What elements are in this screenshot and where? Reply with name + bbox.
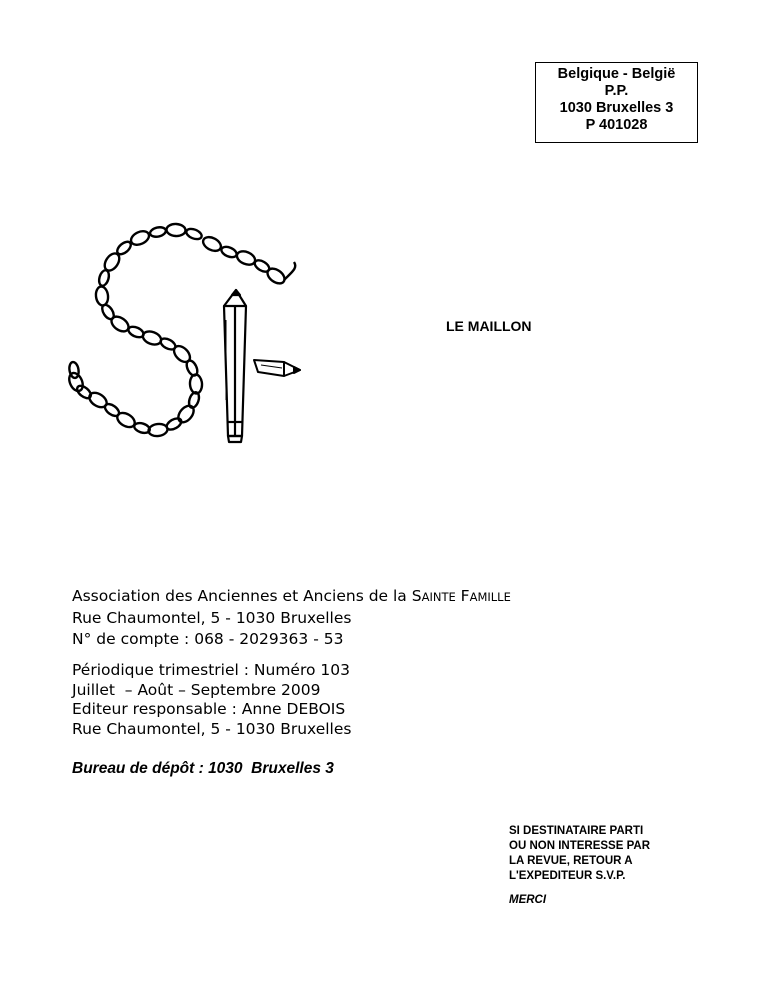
chain-link (189, 374, 202, 394)
association-name-sc1-small: AINTE (421, 590, 456, 604)
association-account: N° de compte : 068 - 2029363 - 53 (72, 630, 344, 648)
chain-link (166, 223, 186, 236)
bureau-de-depot: Bureau de dépôt : 1030 Bruxelles 3 (72, 760, 334, 777)
chain-link (129, 229, 151, 248)
return-note-line: LA REVUE, RETOUR A (509, 855, 633, 867)
pencil-icon (224, 290, 246, 442)
merci-note: MERCI (509, 894, 547, 906)
publication-title: LE MAILLON (446, 318, 532, 334)
association-address: Rue Chaumontel, 5 - 1030 Bruxelles (72, 609, 352, 627)
chain-link (141, 329, 163, 347)
association-name-sc2-big: F (460, 587, 470, 605)
chain-s-and-pencil-icon (66, 210, 316, 460)
chain-link (95, 286, 109, 306)
return-note-line: OU NON INTERESSE PAR (509, 840, 650, 852)
periodical-address: Rue Chaumontel, 5 - 1030 Bruxelles (72, 719, 352, 738)
periodical-months: Juillet – Août – Septembre 2009 (72, 680, 321, 699)
postage-office: 1030 Bruxelles 3 (559, 100, 674, 116)
return-note (509, 824, 650, 884)
periodical-block (72, 661, 351, 739)
chain-link (149, 226, 167, 238)
postage-pp: P.P. (604, 83, 629, 99)
periodical-issue: Périodique trimestriel : Numéro 103 (72, 661, 350, 679)
chain-link (97, 269, 110, 287)
return-note-line: L'EXPEDITEUR S.V.P. (509, 870, 626, 882)
return-note-line: SI DESTINATAIRE PARTI (509, 825, 644, 837)
postage-paid-box (535, 62, 698, 143)
chain-link (201, 234, 223, 253)
small-pencil-icon (254, 360, 300, 376)
association-block (72, 586, 511, 650)
association-name (72, 586, 511, 608)
postage-country: Belgique - België (557, 66, 676, 82)
association-name-sc2-small: AMILLE (469, 590, 511, 604)
association-name-sc1-big: S (411, 587, 422, 605)
association-name-prefix: Association des Anciennes et Anciens de la (72, 587, 412, 605)
periodical-editor: Editeur responsable : Anne DEBOIS (72, 700, 346, 718)
postage-number: P 401028 (585, 117, 648, 133)
chain-link (185, 227, 203, 241)
chain-hook (284, 262, 295, 280)
chain-link (220, 245, 238, 259)
chain-link (235, 249, 257, 267)
